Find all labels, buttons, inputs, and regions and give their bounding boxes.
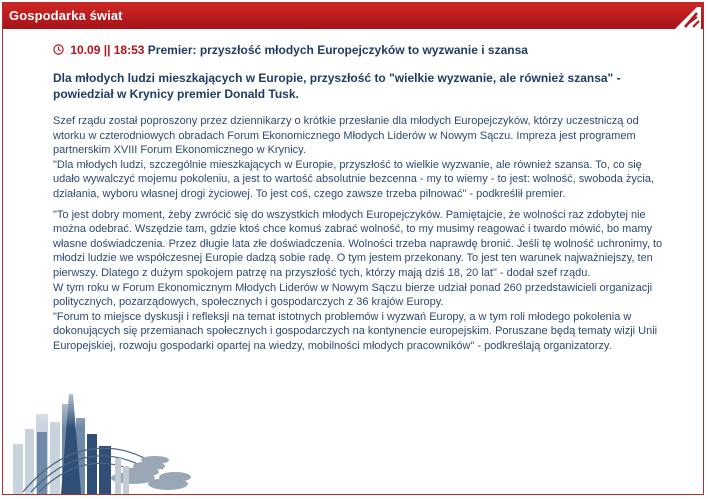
- article-lead: Dla młodych ludzi mieszkających w Europie, przyszłość to "wielkie wyzwanie, ale również szansa" - powiedział w Krynicy premier Donald Tusk.: [53, 71, 621, 101]
- article-paragraph: Szef rządu został poproszony przez dziennikarzy o krótkie przesłanie dla młodych Europejczyków, którzy uczestniczą od wtorku w czterodniowych obradach Forum Ekonomicznego Młodych Liderów w Nowym Sączu. Impreza jest programem partnerskim XVIII Forum Ekonomicznego w Krynicy.: [53, 115, 639, 157]
- article-headline-row[interactable]: [53, 43, 668, 58]
- panel-title: Gospodarka świat: [9, 8, 123, 23]
- article-paragraph: "To jest dobry moment, żeby zwrócić się do wszystkich młodych Europejczyków. Pamiętajcie, że wolności raz zdobytej nie można odebrać. Wszędzie tam, gdzie ktoś chce komuś zabrać wolność, to my musimy reagować i twardo mówić, bo mamy własne doświadczenia. Przez długie lata złe doświadczenia. Wolności trzeba naprawdę bronić. Jeśli tę wolność uchronimy, to młodzi ludzie we współczesnej Europie dadzą sobie radę. O tym jestem przekonany. To jest ten warunek najważniejszy, ten pierwszy. Dlatego z dużym spokojem patrzę na przyszłość tych, którzy mają dziś 18, 20 lat" - dodał szef rządu.: [53, 208, 663, 279]
- arrow-corner-icon[interactable]: [673, 5, 701, 29]
- clock-icon: [53, 44, 64, 55]
- city-skyline-decoration: [3, 374, 193, 494]
- article-paragraph: "Forum to miejsce dyskusji i refleksji na temat istotnych problemów i wyzwań Europy, a w tym roli młodego pokolenia w dokonujących się przemianach społecznych i gospodarczych na kontynencie europejskim. Poruszane będą tematy wizji Unii Europejskiej, rozwoju gospodarki opartej na wiedzy, mobilności młodych pracowników" - podkreślają organizatorzy.: [53, 310, 658, 352]
- article-paragraph: "Dla młodych ludzi, szczególnie mieszkających w Europie, przyszłość to wielkie wyzwanie, ale również szansa. To, co się udało wywalczyć mojemu pokoleniu, a jest to wartość absolutnie bezcenna - my to wiemy - to jest: wolność, swoboda życia, działania, wyboru własnej drogi życiowej. To jest coś, czego zawsze trzeba pilnować" - podkreślił premier.: [53, 158, 654, 200]
- article-date: 10.09 || 18:53: [70, 43, 145, 57]
- article: [53, 43, 668, 360]
- article-headline[interactable]: Premier: przyszłość młodych Europejczyków to wyzwanie i szansa: [147, 43, 528, 57]
- panel-header: [3, 3, 703, 29]
- news-panel: [2, 2, 704, 495]
- article-paragraph: W tym roku w Forum Ekonomicznym Młodych Liderów w Nowym Sączu bierze udział ponad 260 przedstawicieli organizacji politycznych, pozarządowych, społecznych i gospodarczych z 36 krajów Europy.: [53, 281, 653, 309]
